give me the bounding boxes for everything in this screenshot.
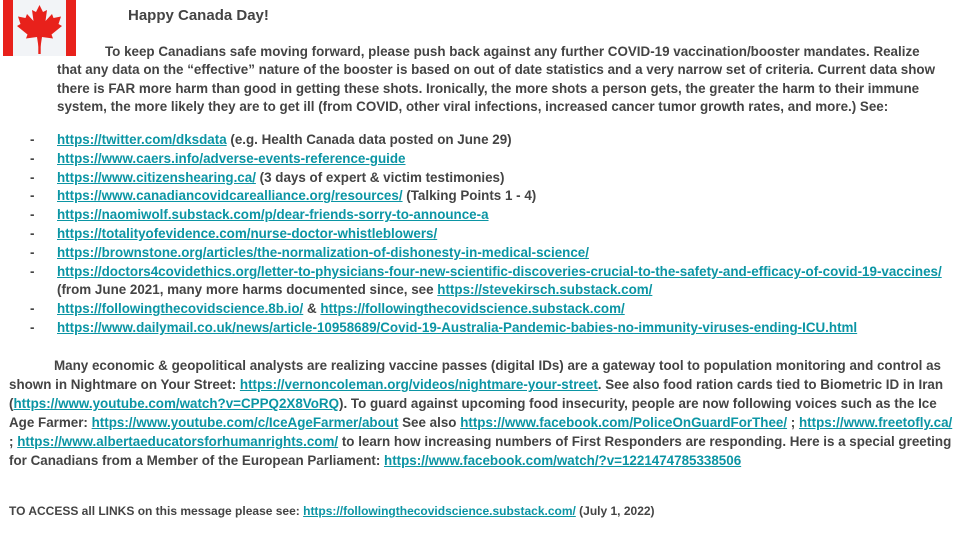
paragraph-text: Many economic & geopolitical analysts are realizing vaccine passes (digital IDs) are a gateway tool to population monitoring and control as shown in Nightmare on Your Street: bbox=[9, 358, 941, 392]
link-caers[interactable]: https://www.caers.info/adverse-events-reference-guide bbox=[57, 150, 406, 166]
link-naomiwolf[interactable]: https://naomiwolf.substack.com/p/dear-friends-sorry-to-announce-a bbox=[57, 207, 489, 223]
paragraph-text: ). To guard against upcoming food insecurity, people are now following voices such as the Ice Age Farmer: bbox=[9, 396, 937, 430]
link-list bbox=[0, 131, 960, 338]
link-note: (from June 2021, many more harms documented since, see bbox=[57, 282, 438, 298]
bullet-dash: - bbox=[30, 244, 35, 260]
footer-note bbox=[9, 503, 655, 519]
link-note: (Talking Points 1 - 4) bbox=[402, 188, 537, 204]
link-brownstone[interactable]: https://brownstone.org/articles/the-normalization-of-dishonesty-in-medical-science/ bbox=[57, 244, 589, 260]
paragraph-text: to learn how increasing numbers of First Responders are responding. Here is a special greeting for Canadians from a Member of the European Parliament: bbox=[9, 434, 952, 468]
paragraph-text: See also bbox=[398, 415, 461, 430]
list-item bbox=[0, 244, 960, 263]
list-item bbox=[0, 225, 960, 244]
bullet-dash: - bbox=[30, 132, 35, 147]
footer-text: TO ACCESS all LINKS on this message please see: bbox=[9, 504, 304, 518]
link-note: & bbox=[303, 301, 321, 317]
list-item bbox=[0, 131, 960, 150]
list-item bbox=[0, 206, 960, 225]
link-totalityofevidence[interactable]: https://totalityofevidence.com/nurse-doctor-whistleblowers/ bbox=[57, 225, 438, 241]
link-stevekirsch[interactable]: https://stevekirsch.substack.com/ bbox=[437, 282, 653, 298]
link-vernoncoleman[interactable]: https://vernoncoleman.org/videos/nightmare-your-street bbox=[239, 377, 598, 392]
link-youtube-iran[interactable]: https://www.youtube.com/watch?v=CPPQ2X8VoRQ bbox=[13, 396, 339, 411]
link-freetofly[interactable]: https://www.freetofly.ca/ bbox=[798, 415, 953, 430]
list-item bbox=[0, 300, 960, 319]
bullet-dash: - bbox=[30, 150, 35, 166]
page-title: Happy Canada Day! bbox=[128, 7, 269, 24]
paragraph-text: ; bbox=[9, 434, 18, 449]
list-item bbox=[0, 263, 960, 301]
link-doctors4covidethics[interactable]: https://doctors4covidethics.org/letter-to-physicians-four-new-scientific-discoveries-crucial-to-the-safety-and-efficacy-of-covid-19-vaccines/ bbox=[57, 263, 942, 279]
link-iceagefarmer[interactable]: https://www.youtube.com/c/IceAgeFarmer/about bbox=[91, 415, 399, 430]
list-item bbox=[0, 319, 960, 338]
footer-date: (July 1, 2022) bbox=[575, 504, 655, 518]
intro-text: To keep Canadians safe moving forward, please push back against any further COVID-19 vaccination/booster mandates. Realize that any data on the “effective” nature of the booster is based on out of date statistics and a very narrow set of criteria. Current data show there is FAR more harm than good in getting these shots. Ironically, the more shots a person gets, the greater the harm to their immune system, the more likely they are to get ill (from COVID, other viral infections, increased cancer tumor growth rates, and more.) See: bbox=[57, 44, 936, 115]
link-citizenshearing[interactable]: https://www.citizenshearing.ca/ bbox=[57, 169, 256, 185]
list-item bbox=[0, 187, 960, 206]
link-note: (e.g. Health Canada data posted on June 29) bbox=[226, 132, 512, 147]
link-note: (3 days of expert & victim testimonies) bbox=[255, 169, 505, 185]
paragraph-text: ; bbox=[787, 415, 799, 430]
link-facebook-watch[interactable]: https://www.facebook.com/watch/?v=1221474785338506 bbox=[384, 453, 742, 468]
link-canadiancovidcarealliance[interactable]: https://www.canadiancovidcarealliance.org/resources/ bbox=[57, 188, 403, 204]
bullet-dash: - bbox=[30, 319, 35, 335]
link-followingthecovidscience-substack[interactable]: https://followingthecovidscience.substack.com/ bbox=[320, 301, 625, 317]
link-twitter-dksdata[interactable]: https://twitter.com/dksdata bbox=[57, 132, 227, 147]
bullet-dash: - bbox=[30, 301, 35, 317]
paragraph-text: . See also food ration cards tied to Biometric ID in Iran ( bbox=[9, 377, 944, 411]
bullet-dash: - bbox=[30, 188, 35, 204]
bullet-dash: - bbox=[30, 263, 35, 279]
bullet-dash: - bbox=[30, 225, 35, 241]
link-dailymail[interactable]: https://www.dailymail.co.uk/news/article-10958689/Covid-19-Australia-Pandemic-babies-no-immunity-viruses-ending-ICU.html bbox=[57, 319, 858, 335]
bullet-dash: - bbox=[30, 207, 35, 223]
link-policeonguard[interactable]: https://www.facebook.com/PoliceOnGuardForThee/ bbox=[460, 415, 788, 430]
link-footer-substack[interactable]: https://followingthecovidscience.substack.com/ bbox=[303, 504, 576, 518]
intro-paragraph bbox=[57, 43, 947, 117]
analysts-paragraph bbox=[9, 356, 954, 470]
link-followingthecovidscience-8b[interactable]: https://followingthecovidscience.8b.io/ bbox=[57, 301, 304, 317]
bullet-dash: - bbox=[30, 169, 35, 185]
link-albertaeducators[interactable]: https://www.albertaeducatorsforhumanrights.com/ bbox=[17, 434, 339, 449]
list-item bbox=[0, 150, 960, 169]
list-item bbox=[0, 169, 960, 188]
